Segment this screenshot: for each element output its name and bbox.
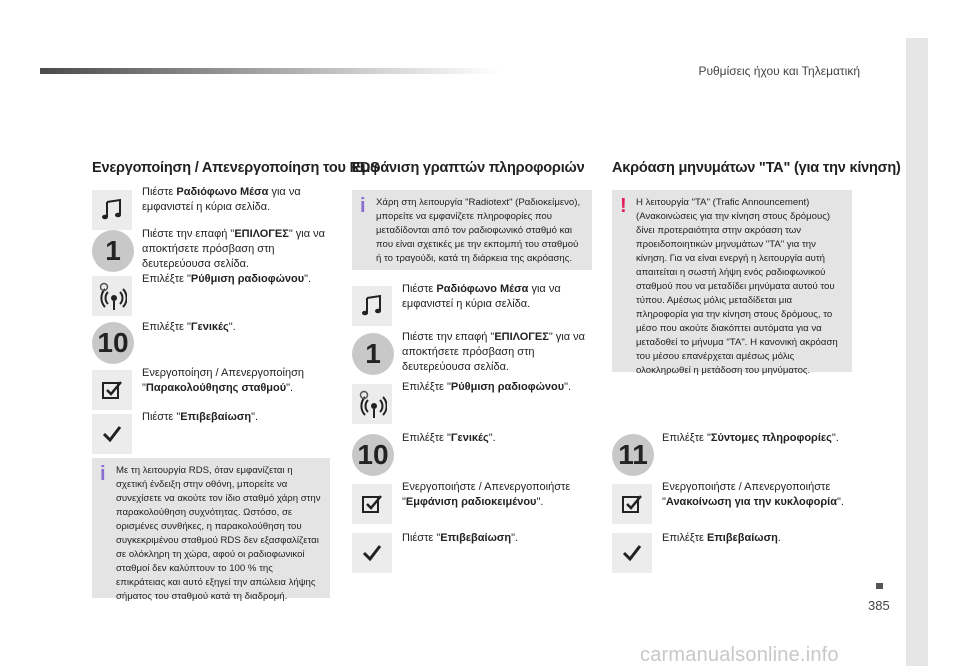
step-text: Επιλέξτε "Γενικές". [402, 432, 496, 444]
warning-note: ! Η λειτουργία "TA" (Trafic Announcement) (Ανακοινώσεις για την κίνηση στους δρόμους) δίνει προτεραιότητα στην ακρόαση των προειδοποιητικών μηνυμάτων "TA" για την κίνηση. Για να είναι ενεργή η λειτουργία αυτή απαιτείται η σωστή λήψη ενός ραδιοφωνικού σταθμού που να μεταδίδει μηνύματα αυτού του τύπου. Αμέσως μόλις μεταδίδεται μια πληροφορία για την κίνηση στους δρόμους, το μέσο που ακούτε διακόπτει αυτόματα για να μεταδοθεί το μήνυμα "TA". Η κανονική ακρόαση του μέσου επανέρχεται αμέσως μόλις ολοκληρωθεί η μετάδοση του μηνύματος. [612, 190, 852, 372]
step-text: Πιέστε Ραδιόφωνο Μέσα για να εμφανιστεί η κύρια σελίδα. [402, 283, 561, 310]
step-badge: 10 [92, 322, 134, 364]
step-badge: 10 [352, 434, 394, 476]
page-number: 385 [868, 598, 890, 613]
radio-settings-icon [352, 384, 392, 424]
checkmark-icon [352, 533, 392, 573]
music-note-icon [92, 190, 132, 230]
checkmark-icon [612, 533, 652, 573]
checkbox-icon [352, 484, 392, 524]
ta-section-title: Ακρόαση μηνυμάτων "TA" (για την κίνηση) [612, 160, 901, 176]
step-text: Πιέστε "Επιβεβαίωση". [402, 532, 519, 544]
step-text: Ενεργοποιήστε / Απενεργοποιήστε "Ανακοίνωση για την κυκλοφορία". [662, 481, 844, 508]
radiotext-section-title: Εμφάνιση γραπτών πληροφοριών [352, 160, 585, 176]
step-text: Ενεργοποίηση / Απενεργοποίηση "Παρακολούθησης σταθμού". [142, 367, 305, 394]
step-text: Επιλέξτε "Σύντομες πληροφορίες". [662, 432, 839, 444]
step-badge: 1 [352, 333, 394, 375]
checkbox-icon [92, 370, 132, 410]
step-text: Επιλέξτε "Ρύθμιση ραδιοφώνου". [402, 381, 572, 393]
info-icon: i [100, 463, 106, 485]
warning-icon: ! [620, 195, 627, 217]
step-text: Επιλέξτε "Γενικές". [142, 321, 236, 333]
info-icon: i [360, 195, 366, 217]
page-marker [876, 583, 883, 589]
radio-settings-icon [92, 276, 132, 316]
step-text: Πιέστε την επαφή "ΕΠΙΛΟΓΕΣ" για να αποκτήσετε πρόσβαση στη δευτερεύουσα σελίδα. [402, 331, 585, 373]
step-text: Ενεργοποιήστε / Απενεργοποιήστε "Εμφάνιση ραδιοκειμένου". [402, 481, 571, 508]
step-text: Πιέστε "Επιβεβαίωση". [142, 411, 259, 423]
info-note: i Χάρη στη λειτουργία "Radiotext" (Ραδιοκείμενο), μπορείτε να εμφανίζετε πληροφορίες που μεταδίδονται από τον ραδιοφωνικό σταθμό και που είναι σχετικές με την εκπομπή του σταθμού ή το τραγούδι, κατά τη διάρκεια της ακρόασης. [352, 190, 592, 270]
header-gradient-bar [40, 68, 500, 74]
step-text: Πιέστε την επαφή "ΕΠΙΛΟΓΕΣ" για να αποκτήσετε πρόσβαση στη δευτερεύουσα σελίδα. [142, 228, 325, 270]
step-badge: 1 [92, 230, 134, 272]
step-badge: 11 [612, 434, 654, 476]
step-text: Επιλέξτε "Ρύθμιση ραδιοφώνου". [142, 273, 312, 285]
info-note: i Με τη λειτουργία RDS, όταν εμφανίζεται η σχετική ένδειξη στην οθόνη, μπορείτε να συνεχίσετε να ακούτε τον ίδιο σταθμό χάρη στην παρακολούθηση συχνότητας. Ωστόσο, σε ορισμένες συνθήκες, η παρακολούθηση του συγκεκριμένου σταθμού RDS δεν εξασφαλίζεται σε ολόκληρη τη χώρα, αφού οι ραδιοφωνικοί σταθμοί δεν καλύπτουν το 100 % της επικράτειας και αυτό εξηγεί την απώλεια λήψης σήματος του σταθμού κατά τη διαδρομή. [92, 458, 330, 598]
music-note-icon [352, 286, 392, 326]
step-text: Επιλέξτε Επιβεβαίωση. [662, 532, 781, 544]
checkbox-icon [612, 484, 652, 524]
rds-section-title: Ενεργοποίηση / Απενεργοποίηση του RDS [92, 160, 380, 176]
watermark: carmanualsonline.info [640, 644, 839, 666]
step-text: Πιέστε Ραδιόφωνο Μέσα για να εμφανιστεί η κύρια σελίδα. [142, 186, 301, 213]
page-side-bar [906, 38, 928, 666]
checkmark-icon [92, 414, 132, 454]
chapter-title: Ρυθμίσεις ήχου και Τηλεματική [698, 64, 860, 78]
